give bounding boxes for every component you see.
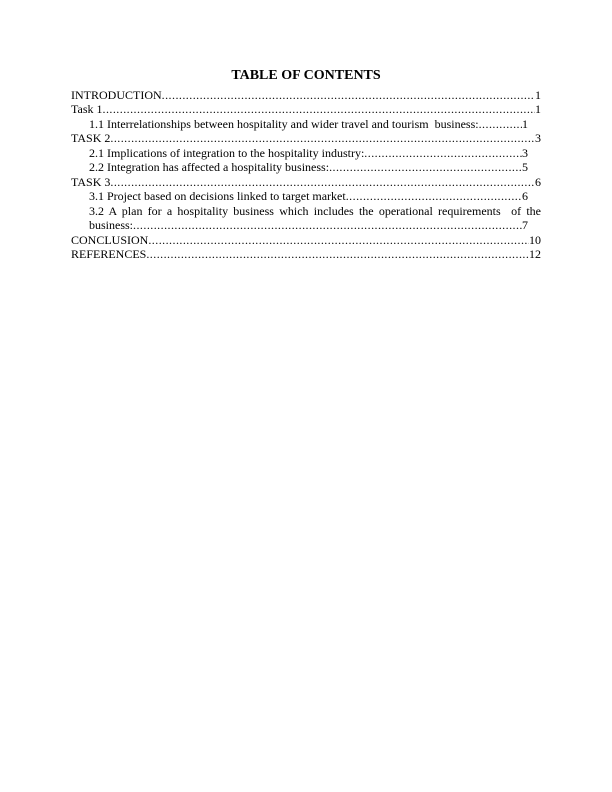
toc-entry-label: TASK 2 <box>71 131 111 146</box>
toc-entry-label: INTRODUCTION <box>71 88 162 102</box>
toc-entry-task-3[interactable] <box>71 175 541 189</box>
table-of-contents <box>71 88 541 261</box>
toc-dot-leader <box>146 247 529 261</box>
toc-dot-leader <box>110 175 535 189</box>
toc-dot-leader <box>162 88 535 102</box>
toc-title: TABLE OF CONTENTS <box>231 68 381 83</box>
toc-entry-label: 3.1 Project based on decisions linked to target market <box>89 189 346 204</box>
toc-entry-label: REFERENCES <box>71 246 147 261</box>
toc-page-number: 6 <box>522 189 528 204</box>
toc-page-number: 3 <box>535 131 541 146</box>
toc-entry-label: 2.1 Implications of integration to the hospitality industry: <box>89 145 365 160</box>
toc-entry-label: CONCLUSION <box>71 232 149 247</box>
toc-page-number: 3 <box>522 145 528 160</box>
toc-entry-label: TASK 3 <box>71 174 111 189</box>
toc-entry-1-1[interactable] <box>71 117 541 131</box>
toc-dot-leader <box>346 189 522 203</box>
toc-entry-label: 2.2 Integration has affected a hospitality business: <box>89 160 330 175</box>
toc-page-number: 1 <box>535 102 541 117</box>
toc-section <box>71 67 541 261</box>
toc-entry-label: Task 1 <box>71 102 103 117</box>
toc-dot-leader <box>103 102 536 116</box>
toc-dot-leader <box>148 233 529 247</box>
toc-entry-2-2[interactable] <box>71 160 541 174</box>
toc-page-number: 12 <box>529 246 541 261</box>
toc-entry-conclusion[interactable] <box>71 233 541 247</box>
toc-entry-label-line1: 3.2 A plan for a hospitality business which includes the operational requirements of the <box>89 203 541 218</box>
toc-entry-references[interactable] <box>71 247 541 261</box>
toc-page-number: 10 <box>529 232 541 247</box>
toc-dot-leader <box>133 218 522 232</box>
toc-page-number: 5 <box>522 160 528 175</box>
toc-entry-task-1[interactable] <box>71 102 541 116</box>
toc-entry-introduction[interactable] <box>71 88 541 102</box>
toc-page-number: 7 <box>522 218 528 233</box>
toc-entry-3-2[interactable] <box>71 204 541 233</box>
toc-entry-2-1[interactable] <box>71 146 541 160</box>
toc-dot-leader <box>329 160 522 174</box>
toc-page-number: 1 <box>522 116 528 131</box>
toc-dot-leader <box>479 117 522 131</box>
toc-dot-leader <box>364 146 522 160</box>
toc-entry-task-2[interactable] <box>71 131 541 145</box>
toc-page-number: 6 <box>535 174 541 189</box>
toc-entry-3-1[interactable] <box>71 189 541 203</box>
toc-dot-leader <box>110 131 535 145</box>
toc-page-number: 1 <box>535 88 541 102</box>
toc-entry-label: 1.1 Interrelationships between hospitality and wider travel and tourism business: <box>89 116 479 131</box>
toc-entry-label-line2: business: <box>89 218 134 233</box>
